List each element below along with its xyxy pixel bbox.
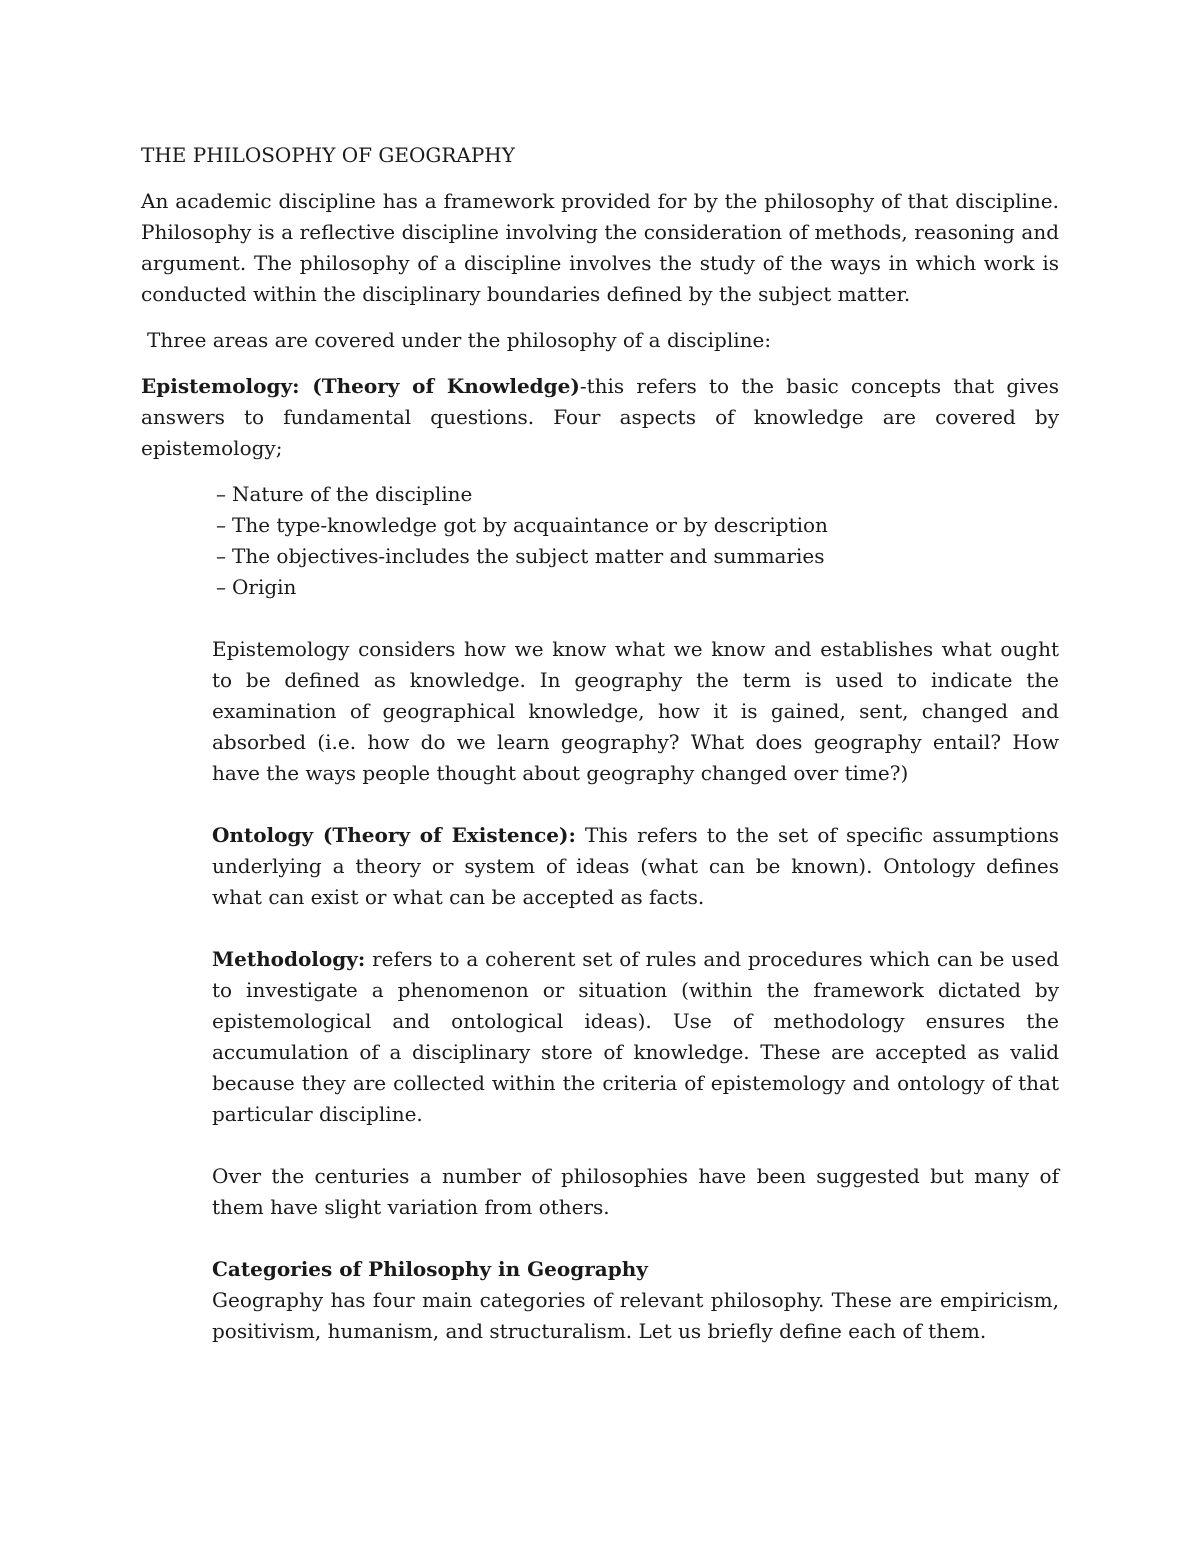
methodology-text: refers to a coherent set of rules and procedures which can be used to investigate a phenomenon or situation (within the framework dictated by epistemological and ontological ideas). Use of methodology ensures the accumulation of a disciplinary store of knowledge. These are accepted as valid because they are collected within the criteria of epistemology and ontology of that particular discipline. [212,947,1059,1126]
list-item-text: The objectives-includes the subject matter and summaries [232,544,825,568]
methodology-paragraph [212,944,1059,1130]
categories-heading: Categories of Philosophy in Geography [212,1257,648,1281]
epistemology-text: -this refers to the basic concepts that gives answers to fundamental questions. Four aspects of knowledge are covered by epistemology; [141,374,1059,460]
list-item-text: Origin [232,575,297,599]
centuries-paragraph: Over the centuries a number of philosophies have been suggested but many of them have slight variation from others. [212,1164,1059,1219]
list-item-text: The type-knowledge got by acquaintance or by description [232,513,828,537]
list-item-text: Nature of the discipline [232,482,473,506]
epistemology-paragraph [141,371,1059,464]
dash-bullet: – [216,513,226,537]
epistemology-term: Epistemology: (Theory of Knowledge) [141,374,580,398]
epistemology-detail-paragraph: Epistemology considers how we know what we know and establishes what ought to be defined as knowledge. In geography the term is used to indicate the examination of geographical knowledge, how it is gained, sent, changed and absorbed (i.e. how do we learn geography? What does geography entail? How have the ways people thought about geography changed over time?) [212,637,1059,785]
document-title: THE PHILOSOPHY OF GEOGRAPHY [141,143,515,167]
ontology-paragraph [212,820,1059,913]
ontology-text: This refers to the set of specific assumptions underlying a theory or system of ideas (what can be known). Ontology defines what can exist or what can be accepted as facts. [212,823,1059,909]
list-item [216,572,1059,603]
list-item [216,541,1059,572]
list-item [216,510,1059,541]
document-page [141,140,1059,1347]
dash-bullet: – [216,575,226,599]
areas-lead-paragraph: Three areas are covered under the philosophy of a discipline: [147,328,772,352]
aspects-list [141,479,1059,603]
dash-bullet: – [216,482,226,506]
methodology-term: Methodology: [212,947,366,971]
ontology-term: Ontology (Theory of Existence): [212,823,576,847]
intro-paragraph: An academic discipline has a framework provided for by the philosophy of that discipline. Philosophy is a reflective discipline involving the consideration of methods, reasoning and argument. The philosophy of a discipline involves the study of the ways in which work is conducted within the disciplinary boundaries defined by the subject matter. [141,189,1059,306]
categories-paragraph: Geography has four main categories of relevant philosophy. These are empiricism, positivism, humanism, and structuralism. Let us briefly define each of them. [212,1288,1059,1343]
list-item [216,479,1059,510]
dash-bullet: – [216,544,226,568]
